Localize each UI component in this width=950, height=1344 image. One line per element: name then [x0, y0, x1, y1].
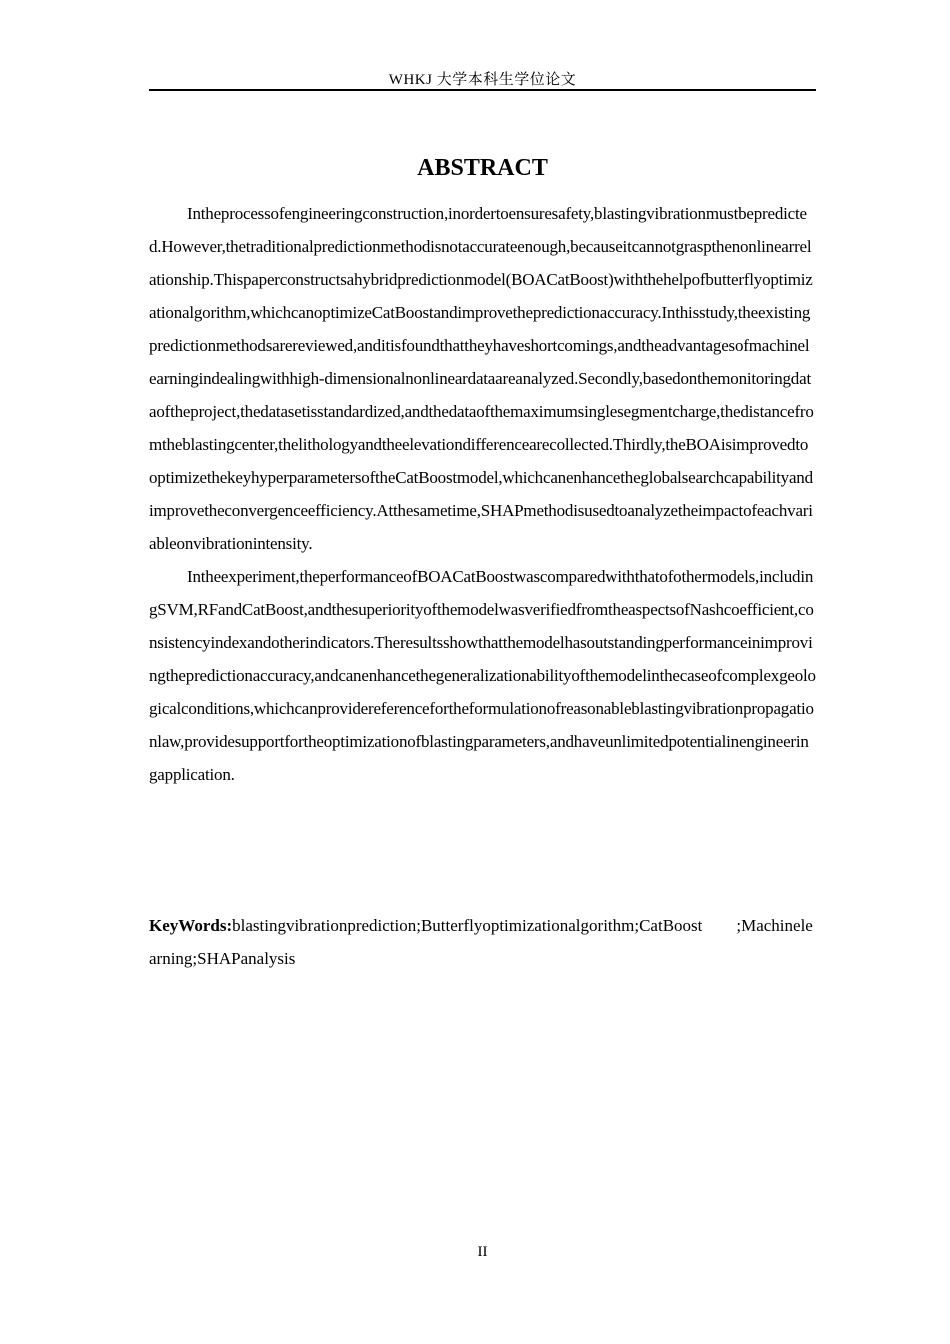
- abstract-title: ABSTRACT: [417, 155, 548, 181]
- page-number: II: [477, 1244, 488, 1260]
- header-rule: [149, 89, 816, 91]
- keywords-label: KeyWords:: [149, 916, 233, 935]
- keywords-text: blastingvibrationprediction;Butterflyoptimizationalgorithm;CatBoost ;Machinelearning;SHAPanalysis: [149, 916, 813, 968]
- abstract-paragraph-2: Intheexperiment,theperformanceofBOACatBoostwascomparedwiththatofothermodels,includingSVM,RFandCatBoost,andthesuperiorityofthemodelwasverifiedfromtheaspectsofNashcoefficient,consistencyindexandotherindicators.Theresultsshowthatthemodelhasoutstandingperformanceinimprovingthepredictionaccuracy,andcanenhancethegeneralizationabilityofthemodelinthecaseofcomplexgeologicalconditions,whichcanprovidereferencefortheformulationofreasonableblastingvibrationpropagationlaw,providesupportfortheoptimizationofblastingparameters,andhaveunlimitedpotentialinengineeringapplication.: [149, 567, 816, 784]
- abstract-body: [149, 197, 816, 791]
- keywords-line: [149, 909, 816, 975]
- abstract-paragraph-1: Intheprocessofengineeringconstruction,inordertoensuresafety,blastingvibrationmustbepredicted.However,thetraditionalpredictionmethodisnotaccurateenough,becauseitcannotgraspthenonlinearrelationship.Thispaperconstructsahybridpredictionmodel(BOACatBoost)withthehelpofbutterflyoptimizationalgorithm,whichcanoptimizeCatBoostandimprovethepredictionaccuracy.Inthisstudy,theexistingpredictionmethodsarereviewed,anditisfoundthattheyhaveshortcomings,andtheadvantagesofmachinelearningindealingwithhigh-dimensionalnonlineardataareanalyzed.Secondly,basedonthemonitoringdataoftheproject,thedatasetisstandardized,andthedataofthemaximumsinglesegmentcharge,thedistancefromtheblastingcenter,thelithologyandtheelevationdifferencearecollected.Thirdly,theBOAisimprovedtooptimizethekeyhyperparametersoftheCatBoostmodel,whichcanenhancetheglobalsearchcapabilityandimprovetheconvergenceefficiency.Atthesametime,SHAPmethodisusedtoanalyzetheimpactofeachvariableonvibrationintensity.: [149, 204, 814, 553]
- running-header: WHKJ 大学本科生学位论文: [388, 72, 577, 88]
